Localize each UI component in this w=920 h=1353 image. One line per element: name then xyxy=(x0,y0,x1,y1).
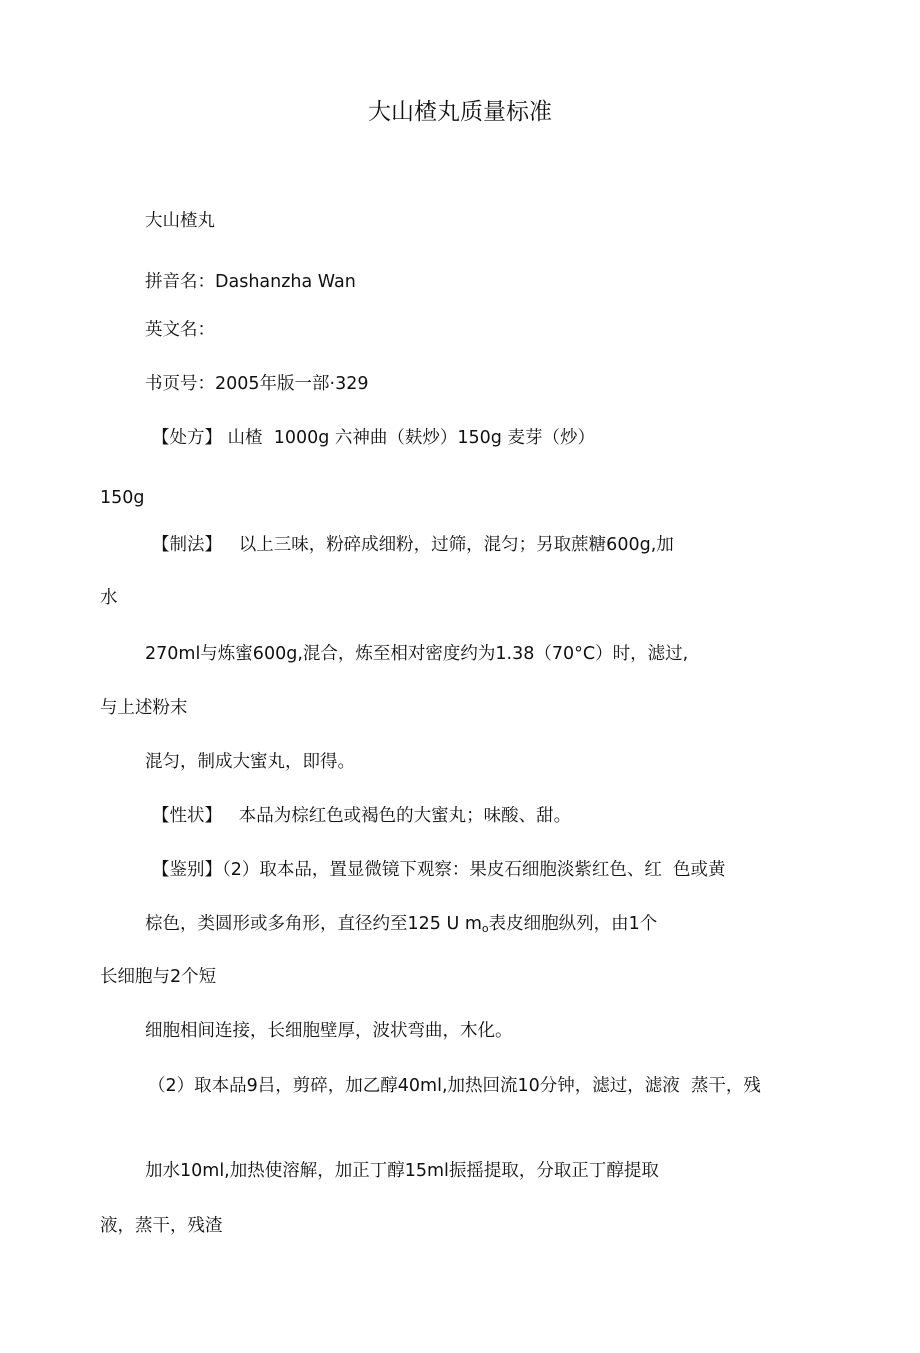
identification-cont-1 xyxy=(145,913,657,935)
preparation-cont-1: 水 xyxy=(100,588,118,608)
preparation-cont-2: 270ml与炼蜜600g,混合，炼至相对密度约为1.38（70°C）时，滤过, xyxy=(145,644,689,664)
identification-2-cont-2: 液，蒸干，残渣 xyxy=(100,1216,223,1236)
preparation-cont-4: 混匀，制成大蜜丸，即得。 xyxy=(145,752,355,772)
book-page-number: 书页号：2005年版一部·329 xyxy=(145,374,369,394)
preparation-line: 【制法】 以上三味，粉碎成细粉，过筛，混匀；另取蔗糖600g,加 xyxy=(152,535,674,555)
prescription-line: 【处方】 山楂 1000g 六神曲（麸炒）150g 麦芽（炒） xyxy=(152,428,595,448)
identification-2-cont-1: 加水10ml,加热使溶解，加正丁醇15ml振摇提取，分取正丁醇提取 xyxy=(145,1161,659,1181)
identification-cont-2: 长细胞与2个短 xyxy=(100,967,217,987)
identification-text-b: 表皮细胞纵列，由1个 xyxy=(488,914,658,934)
description-line: 【性状】 本品为棕红色或褐色的大蜜丸；味酸、甜。 xyxy=(152,806,572,826)
drug-name: 大山楂丸 xyxy=(145,211,215,231)
pinyin-name: 拼音名：Dashanzha Wan xyxy=(145,272,356,292)
preparation-cont-3: 与上述粉末 xyxy=(100,698,188,718)
identification-2-line: （2）取本品9吕，剪碎，加乙醇40ml,加热回流10分钟，滤过，滤液 蒸干，残 xyxy=(148,1076,761,1096)
identification-line: 【鉴别】（2）取本品，置显微镜下观察：果皮石细胞淡紫红色、红 色或黄 xyxy=(152,860,726,880)
prescription-cont: 150g xyxy=(100,488,145,508)
document-title: 大山楂丸质量标准 xyxy=(368,99,552,125)
identification-text-a: 棕色，类圆形或多角形，直径约至125 U m xyxy=(145,914,482,934)
english-name: 英文名： xyxy=(145,320,215,340)
subscript-o: o xyxy=(481,922,489,935)
identification-cont-3: 细胞相间连接，长细胞壁厚，波状弯曲，木化。 xyxy=(145,1021,513,1041)
